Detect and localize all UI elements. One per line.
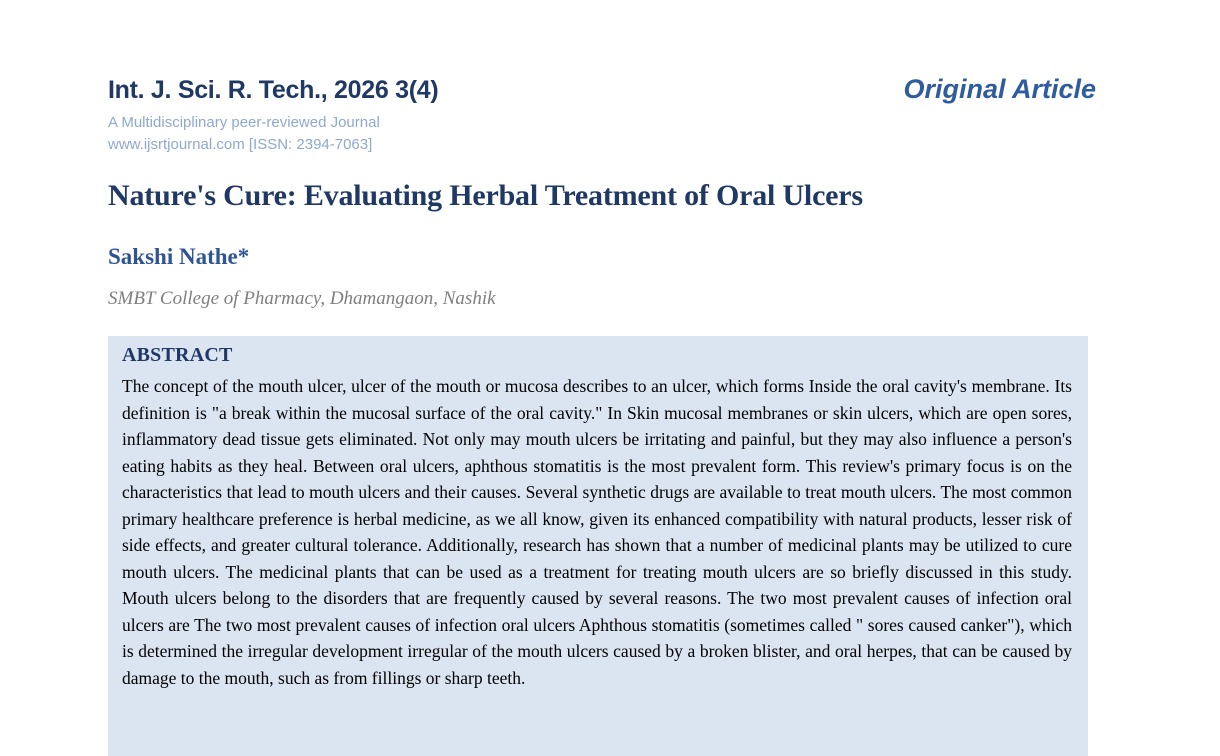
journal-subtitle: A Multidisciplinary peer-reviewed Journal bbox=[108, 114, 380, 131]
author-name: Sakshi Nathe* bbox=[108, 244, 250, 269]
abstract-heading: ABSTRACT bbox=[122, 344, 233, 366]
article-type-label: Original Article bbox=[903, 74, 1096, 104]
abstract-body-text: The concept of the mouth ulcer, ulcer of the mouth or mucosa describes to an ulcer, which forms Inside the oral cavity's membrane. Its definition is "a break within the mucosal surface of the oral cavity." In Skin mucosal membranes or skin ulcers, which are open sores, inflammatory dead tissue gets eliminated. Not only may mouth ulcers be irritating and painful, but they may also influence a person's eating habits as they heal. Between oral ulcers, aphthous stomatitis is the most prevalent form. This review's primary focus is on the characteristics that lead to mouth ulcers and their causes. Several synthetic drugs are available to treat mouth ulcers. The most common primary healthcare preference is herbal medicine, as we all know, given its enhanced compatibility with natural products, lesser risk of side effects, and greater cultural tolerance. Additionally, research has shown that a number of medicinal plants may be utilized to cure mouth ulcers. The medicinal plants that can be used as a treatment for treating mouth ulcers are so briefly discussed in this study. Mouth ulcers belong to the disorders that are frequently caused by several reasons. The two most prevalent causes of infection oral ulcers are The two most prevalent causes of infection oral ulcers Aphthous stomatitis (sometimes called " sores caused canker"), which is determined the irregular development irregular of the mouth ulcers caused by a broken blister, and oral herpes, that can be caused by damage to the mouth, such as from fillings or sharp teeth. bbox=[122, 376, 1072, 688]
journal-title: Int. J. Sci. R. Tech., 2026 3(4) bbox=[108, 76, 439, 104]
article-title: Nature's Cure: Evaluating Herbal Treatment of Oral Ulcers bbox=[108, 179, 863, 212]
journal-url-issn: www.ijsrtjournal.com [ISSN: 2394-7063] bbox=[108, 136, 373, 153]
abstract-section bbox=[108, 336, 1088, 756]
author-affiliation: SMBT College of Pharmacy, Dhamangaon, Nashik bbox=[108, 288, 496, 309]
